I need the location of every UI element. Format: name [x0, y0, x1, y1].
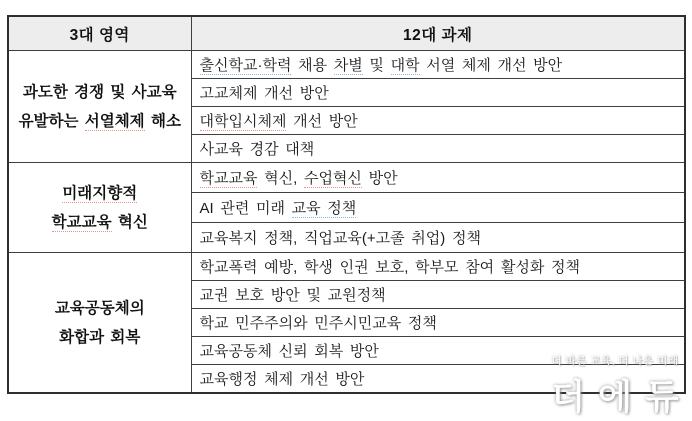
task-cell	[191, 79, 685, 107]
area-cell	[8, 253, 191, 394]
text-segment: AI 관련 미래	[199, 200, 292, 217]
task-cell	[191, 253, 685, 281]
task-cell	[191, 281, 685, 309]
area-line	[10, 323, 190, 352]
task-cell	[191, 365, 685, 394]
task-cell	[191, 223, 685, 253]
text-segment: 학교폭력 예방, 학생 인권 보호, 학부모 참여 활성화 정책	[199, 259, 580, 276]
spellcheck-underlined-text: 대학	[390, 57, 420, 74]
table-body	[8, 51, 685, 394]
task-cell	[191, 51, 685, 79]
task-cell	[191, 309, 685, 337]
text-segment: 화합과 회복	[59, 328, 141, 346]
area-line	[10, 294, 190, 323]
text-segment: 학교 민주주의와 민주시민교육 정책	[199, 315, 437, 332]
table-row	[8, 253, 685, 281]
table-row	[8, 51, 685, 79]
watermark-tagline: 더 바른 교육, 더 나은 미래	[551, 355, 679, 367]
area-line	[10, 107, 190, 136]
spellcheck-underlined-text: 서열체제	[84, 112, 145, 130]
text-segment: 교육공동체의	[54, 299, 145, 317]
task-cell	[191, 193, 685, 223]
text-segment: 방안	[361, 170, 398, 187]
spellcheck-underlined-text: 미래지향적	[62, 184, 138, 202]
policy-table	[7, 15, 686, 394]
header-cell-tasks: 12대 과제	[191, 16, 685, 51]
text-segment: 채용	[291, 57, 334, 74]
text-segment: 해소	[144, 112, 181, 130]
header-cell-areas: 3대 영역	[8, 16, 191, 51]
table-row	[8, 163, 685, 193]
spellcheck-underlined-text: 학교교육	[199, 170, 258, 187]
spellcheck-underlined-text: 대학입시체제	[199, 113, 287, 130]
task-cell	[191, 135, 685, 163]
text-segment: 교육행정 체제 개선 방안	[199, 371, 365, 388]
task-cell	[191, 337, 685, 365]
watermark-logo: 더에듀	[551, 378, 692, 417]
text-segment: 서열 체제 개선 방안	[419, 57, 563, 74]
text-segment: 과도한 경쟁 및 사교육	[22, 83, 177, 101]
area-cell	[8, 51, 191, 163]
text-segment: 교권 보호 방안 및 교원정책	[199, 287, 386, 304]
spellcheck-underlined-text: 학교교육	[51, 213, 112, 231]
area-line	[10, 179, 190, 208]
spellcheck-underlined-text: 출신학교·학력	[199, 57, 292, 74]
text-segment: 개선 방안	[286, 113, 358, 130]
text-segment: 사교육 경감 대책	[199, 141, 315, 158]
text-segment: 고교체제 개선 방안	[199, 85, 329, 102]
area-cell	[8, 163, 191, 253]
text-segment: 교육복지 정책, 직업교육(+고졸 취업) 정책	[199, 230, 481, 247]
text-segment: 혁신,	[257, 170, 304, 187]
spellcheck-underlined-text: 수업혁신	[303, 170, 362, 187]
text-segment: 혁신	[111, 213, 148, 231]
task-cell	[191, 163, 685, 193]
spellcheck-underlined-text: 차별	[333, 57, 363, 74]
area-line	[10, 78, 190, 107]
area-line	[10, 208, 190, 237]
task-cell	[191, 107, 685, 135]
spellcheck-underlined-text: 교육 정책	[291, 200, 357, 217]
header-row	[8, 16, 685, 51]
text-segment: 및	[362, 57, 391, 74]
text-segment: 교육공동체 신뢰 회복 방안	[199, 343, 379, 360]
text-segment: 유발하는	[18, 112, 85, 130]
